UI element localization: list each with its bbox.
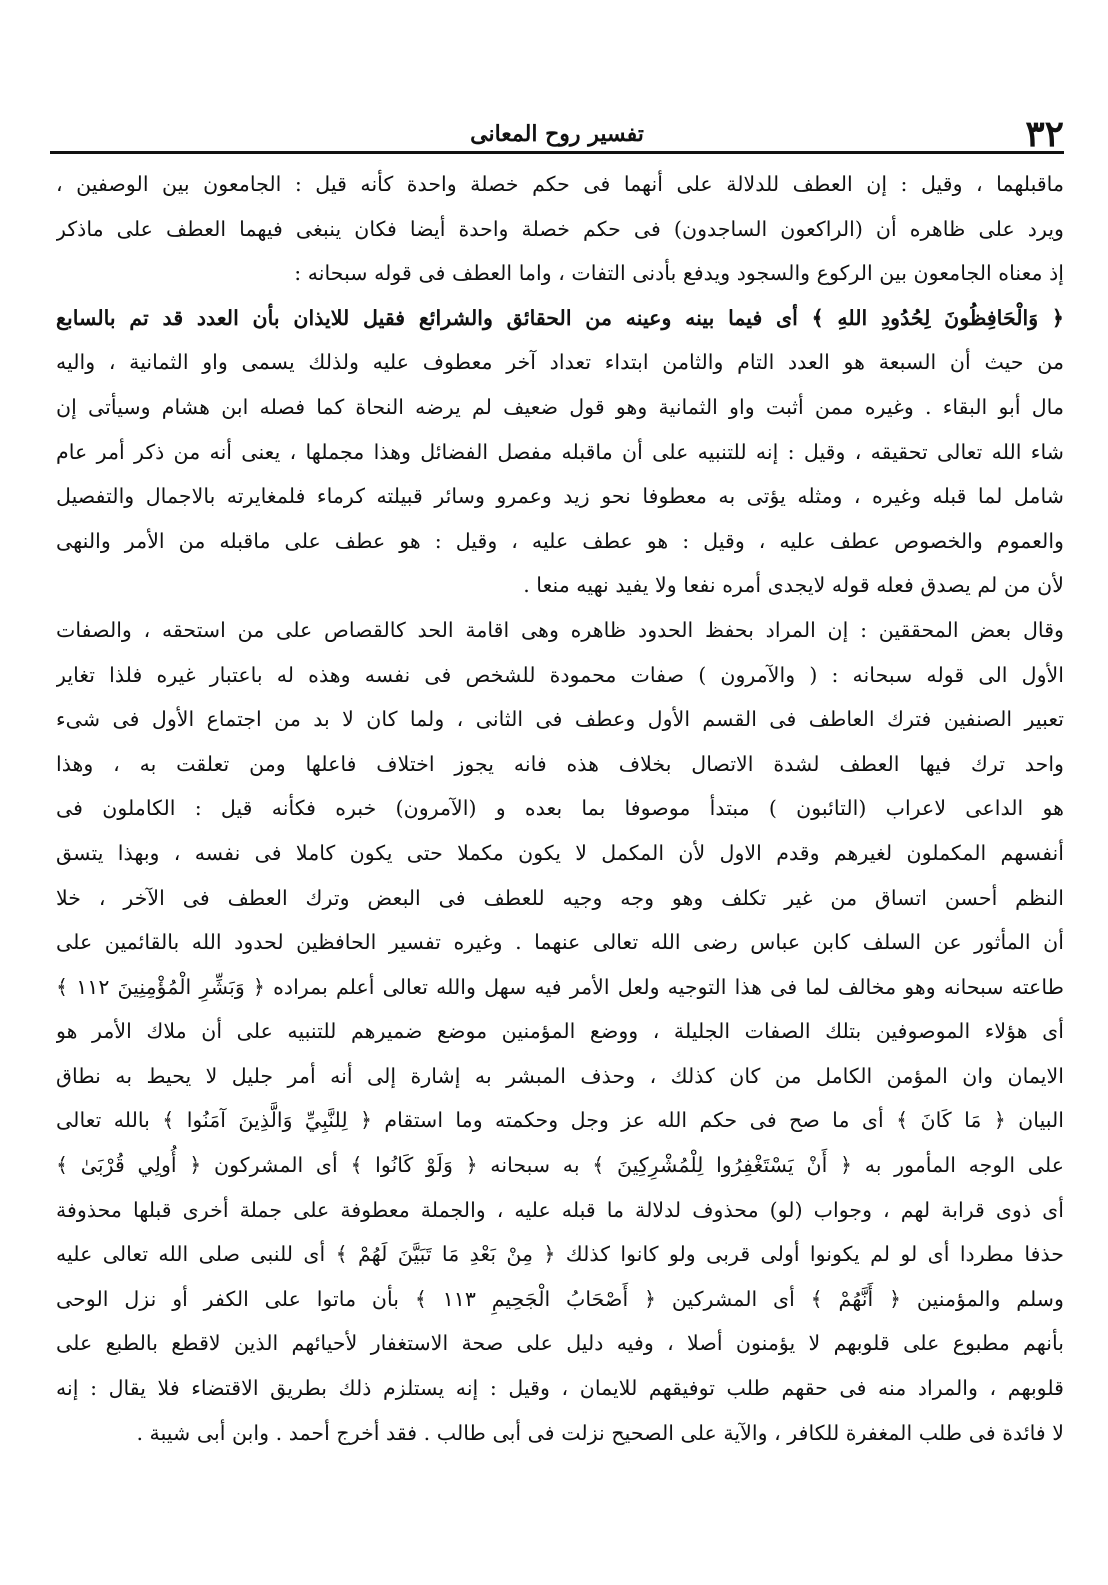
page-header bbox=[50, 112, 1064, 156]
running-title: تفسير روح المعانى bbox=[470, 121, 644, 147]
text-line: أى هؤلاء الموصوفين بتلك الصفات الجليلة ، ووضع المؤمنين موضع ضميرهم للتنبيه على أن ملاك الأمر هو bbox=[56, 1019, 1064, 1044]
text-line: مال أبو البقاء . وغيره ممن أثبت واو الثمانية وهو قول ضعيف لم يرضه النحاة كما فصله ابن هشام وسيأتى إن bbox=[56, 394, 1064, 419]
text-line: والعموم والخصوص عطف عليه ، وقيل : هو عطف عليه ، وقيل : هو عطف على ماقبله من الأمر والنهى bbox=[56, 528, 1064, 553]
text-line: أن المأثور عن السلف كابن عباس رضى الله تعالى عنهما . وغيره تفسير الحافظين لحدود الله بالقائمين على bbox=[56, 930, 1064, 955]
text-line: البيان ﴿ مَا كَانَ ﴾ أى ما صح فى حكم الله عز وجل وحكمته وما استقام ﴿ لِلنَّبِيِّ وَالَّذِينَ آمَنُوا ﴾ بالله تعالى bbox=[56, 1108, 1064, 1133]
text-line: قلوبهم ، والمراد منه فى حقهم طلب توفيقهم للايمان ، وقيل : إنه يستلزم ذلك بطريق الاقتضاء فلا يقال : إنه bbox=[56, 1376, 1064, 1401]
text-line: تعبير الصنفين فترك العاطف فى القسم الأول وعطف فى الثانى ، ولما كان لا بد من اجتماع الأول فى شىء bbox=[56, 707, 1064, 732]
text-line: ماقبلهما ، وقيل : إن العطف للدلالة على أنهما فى حكم خصلة واحدة كأنه قيل : الجامعون بين الوصفين ، bbox=[56, 172, 1064, 196]
text-line: على الوجه المأمور به ﴿ أَنْ يَسْتَغْفِرُوا لِلْمُشْرِكِينَ ﴾ به سبحانه ﴿ وَلَوْ كَانُوا ﴾ أى المشركون ﴿ أُولِي قُرْبَىٰ ﴾ bbox=[56, 1153, 1064, 1178]
text-line: من حيث أن السبعة هو العدد التام والثامن ابتداء تعداد آخر معطوف عليه ولذلك يسمى واو الثمانية ، واليه bbox=[56, 350, 1064, 375]
text-line: وسلم والمؤمنين ﴿ أَنَّهُمْ ﴾ أى المشركين ﴿ أَصْحَابُ الْجَحِيمِ ١١٣ ﴾ بأن ماتوا على الكفر أو نزل الوحى bbox=[56, 1286, 1064, 1311]
header-rule bbox=[50, 151, 1064, 154]
text-line: الأول الى قوله سبحانه : ( والآمرون ) صفات محمودة للشخص فى نفسه وهذه له باعتبار غيره فلذا تغاير bbox=[56, 662, 1064, 687]
text-line: لأن من لم يصدق فعله قوله لايجدى أمره نفعا ولا يفيد نهيه منعا . bbox=[523, 573, 1064, 598]
text-line: أى ذوى قرابة لهم ، وجواب (لو) محذوف لدلالة ما قبله عليه ، والجملة معطوفة على جملة أخرى قبلها محذوفة bbox=[56, 1197, 1064, 1222]
text-line: بأنهم مطبوع على قلوبهم لا يؤمنون أصلا ، وفيه دليل على صحة الاستغفار لأحيائهم الذين لاقطع بالطبع على bbox=[56, 1331, 1064, 1356]
text-line: إذ معناه الجامعون بين الركوع والسجود ويدفع بأدنى التفات ، واما العطف فى قوله سبحانه : bbox=[294, 261, 1064, 286]
page-number: ٣٢ bbox=[1025, 113, 1064, 155]
text-line: وقال بعض المحققين : إن المراد بحفظ الحدود ظاهره وهى اقامة الحد كالقصاص على من استحقه ، والصفات bbox=[56, 617, 1064, 642]
text-line: شامل لما قبله وغيره ، ومثله يؤتى به معطوفا نحو زيد وعمرو وسائر قبيلته كرماء فلمغايرته بالاجمال والتفصيل bbox=[56, 484, 1064, 509]
text-line: طاعته سبحانه وهو مخالف لما فى هذا التوجيه ولعل الأمر فيه سهل والله تعالى أعلم بمراده ﴿ وَبَشِّرِ الْمُؤْمِنِينَ ١١٢ ﴾ bbox=[56, 974, 1064, 999]
text-line: حذفا مطردا أى لو لم يكونوا أولى قربى ولو كانوا كذلك ﴿ مِنْ بَعْدِ مَا تَبَيَّنَ لَهُمْ ﴾ أى للنبى صلى الله تعالى عليه bbox=[56, 1242, 1064, 1267]
text-line: شاء الله تعالى تحقيقه ، وقيل : إنه للتنبيه على أن ماقبله مفصل الفضائل وهذا مجملها ، يعنى أنه من ذكر أمر عام bbox=[56, 439, 1064, 464]
text-line: لا فائدة فى طلب المغفرة للكافر ، والآية على الصحيح نزلت فى أبى طالب . فقد أخرج أحمد . وابن أبى شيبة . bbox=[136, 1420, 1064, 1445]
text-line: ويرد على ظاهره أن (الراكعون الساجدون) فى حكم خصلة واحدة أيضا فكان ينبغى فيهما العطف على ماذكر bbox=[56, 216, 1064, 241]
text-line: الايمان وان المؤمن الكامل من كان كذلك ، وحذف المبشر به إشارة إلى أنه أمر جليل لا يحيط به نطاق bbox=[56, 1063, 1064, 1088]
text-line: أنفسهم المكملون لغيرهم وقدم الاول لأن المكمل لا يكون مكملا حتى يكون كاملا فى نفسه ، وبهذا يتسق bbox=[56, 840, 1064, 865]
text-line: واحد ترك فيها العطف لشدة الاتصال بخلاف هذه فانه يجوز اختلاف فاعلها ومن تعلقت به ، وهذا bbox=[56, 751, 1064, 776]
page-body bbox=[56, 162, 1064, 1455]
text-line: هو الداعى لاعراب (التائبون ) مبتدأ موصوفا بما بعده و (الآمرون) خبره فكأنه قيل : الكاملون فى bbox=[56, 796, 1064, 821]
text-line: النظم أحسن اتساق من غير تكلف وهو وجه وجيه للعطف فى البعض وترك العطف فى الآخر ، خلا bbox=[56, 885, 1064, 910]
text-line: ﴿ وَالْحَافِظُونَ لِحُدُودِ اللهِ ﴾ أى فيما بينه وعينه من الحقائق والشرائع فقيل للايذان بأن العدد قد تم بالسابع bbox=[56, 305, 1064, 330]
